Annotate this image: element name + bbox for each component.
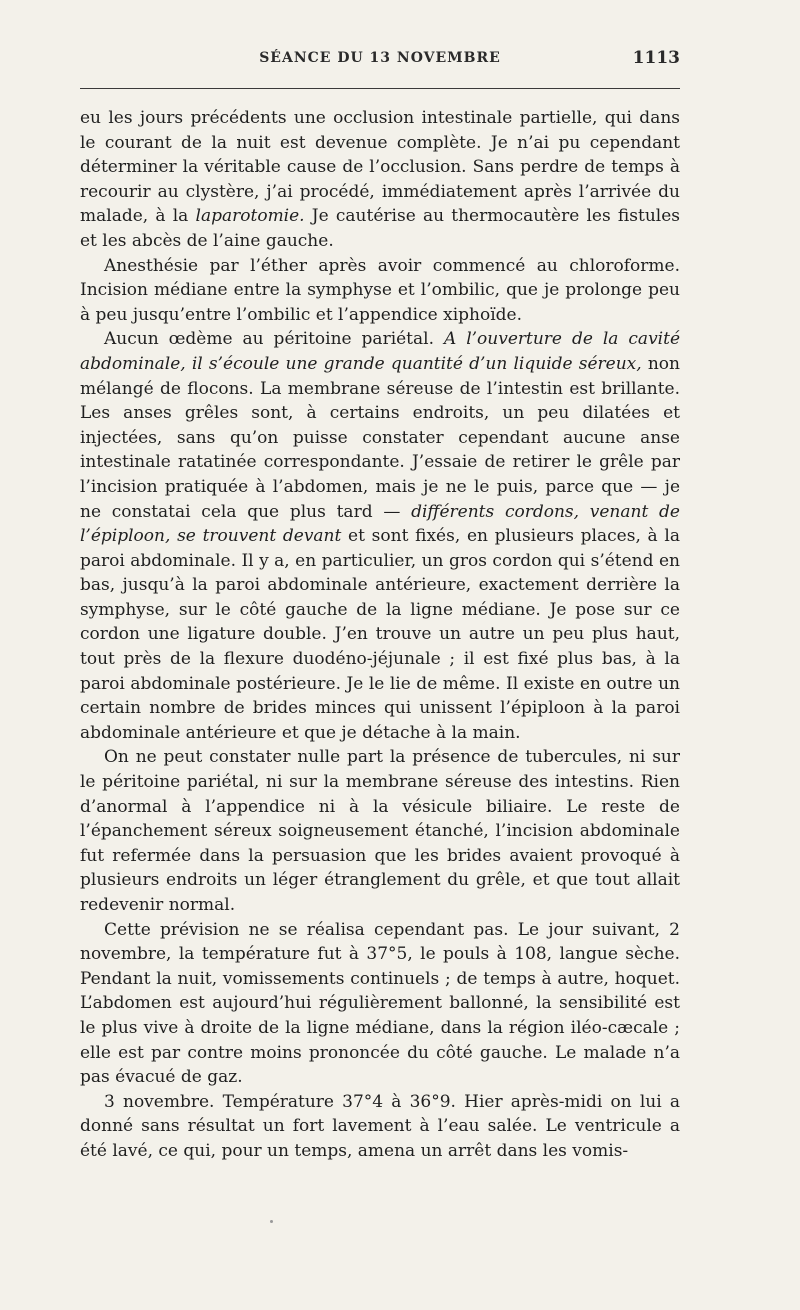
paragraph [80, 745, 680, 917]
text-segment: 3 novembre. Température 37°4 à 36°9. Hier après-midi on lui a donné sans résultat un fort lavement à l’eau salée. Le ventricule a été lavé, ce qui, pour un temps, amena un arrêt dans les vomis- [80, 1091, 680, 1161]
header-rule [80, 88, 680, 89]
paper-speck [270, 1220, 273, 1223]
paragraph [80, 106, 680, 254]
text-segment: eu les jours précédents une occlusion intestinale partielle, qui dans le courant de la nuit est devenue complète. Je n’ai pu cependant déterminer la véritable cause de l’occlusion. Sans perdre de temps à recourir au clystère, j’ai procédé, immédiatement après l’arrivée du malade, à la [80, 108, 680, 227]
page-number: 1113 [632, 48, 680, 68]
running-header [80, 50, 680, 74]
text-segment: Cette prévision ne se réalisa cependant pas. Le jour suivant, 2 novembre, la température fut à 37°5, le pouls à 108, langue sèche. Pendant la nuit, vomissements continuels ; de temps à autre, hoquet. L’abdomen est aujourd’hui régulièrement ballonné, la sensibilité est le plus vive à droite de la ligne médiane, dans la région iléo-cæcale ; elle est par contre moins prononcée du côté gauche. Le malade n’a pas évacué de gaz. [80, 919, 680, 1088]
italic-text: A l’ouverture de la cavité abdominale, il s’écoule une grande quantité d’un liquide séreux, [80, 329, 680, 374]
running-title: SÉANCE DU 13 NOVEMBRE [259, 50, 501, 66]
paragraph [80, 918, 680, 1090]
text-segment: non mélangé de flocons. La membrane séreuse de l’intestin est brillante. Les anses grêles sont, à certains endroits, un peu dilatées et injectées, sans qu’on puisse constater cependant aucune anse intestinale ratatinée correspondante. J’essaie de retirer le grêle par l’incision pratiquée à l’abdomen, mais je ne le puis, parce que — je ne constatai cela que plus tard — [80, 353, 680, 522]
paragraph [80, 254, 680, 328]
italic-text: différents cordons, venant de l’épiploon, se trouvent devant [80, 501, 680, 547]
text-segment: Anesthésie par l’éther après avoir commencé au chloroforme. Incision médiane entre la symphyse et l’ombilic, que je prolonge peu à peu jusqu’entre l’ombilic et l’appendice xiphoïde. [80, 255, 680, 325]
paragraph [80, 1090, 680, 1164]
text-segment: Je cautérise au thermocautère les fistules et les abcès de l’aine gauche. [80, 206, 680, 251]
text-segment: et sont fixés, en plusieurs places, à la paroi abdominale. Il y a, en particulier, un gros cordon qui s’étend en bas, jusqu’à la paroi abdominale antérieure, exactement derrière la symphyse, sur le côté gauche de la ligne médiane. Je pose sur ce cordon une ligature double. J’en trouve un autre un peu plus haut, tout près de la flexure duodéno-jéjunale ; il est fixé plus bas, à la paroi abdominale postérieure. Je le lie de même. Il existe en outre un certain nombre de brides minces qui unissent l’épiploon à la paroi abdominale antérieure et que je détache à la main. [80, 526, 680, 743]
text-segment: On ne peut constater nulle part la présence de tubercules, ni sur le péritoine pariétal, ni sur la membrane séreuse des intestins. Rien d’anormal à l’appendice ni à la vésicule biliaire. Le reste de l’épanchement séreux soigneusement étanché, l’incision abdominale fut refermée dans la persuasion que les brides avaient provoqué à plusieurs endroits un léger étranglement du grêle, et que tout allait redevenir normal. [80, 747, 680, 915]
italic-text: laparotomie. [195, 206, 305, 227]
paragraph [80, 327, 680, 745]
body-text [80, 106, 680, 1164]
text-segment: Aucun œdème au péritoine pariétal. [104, 329, 444, 350]
